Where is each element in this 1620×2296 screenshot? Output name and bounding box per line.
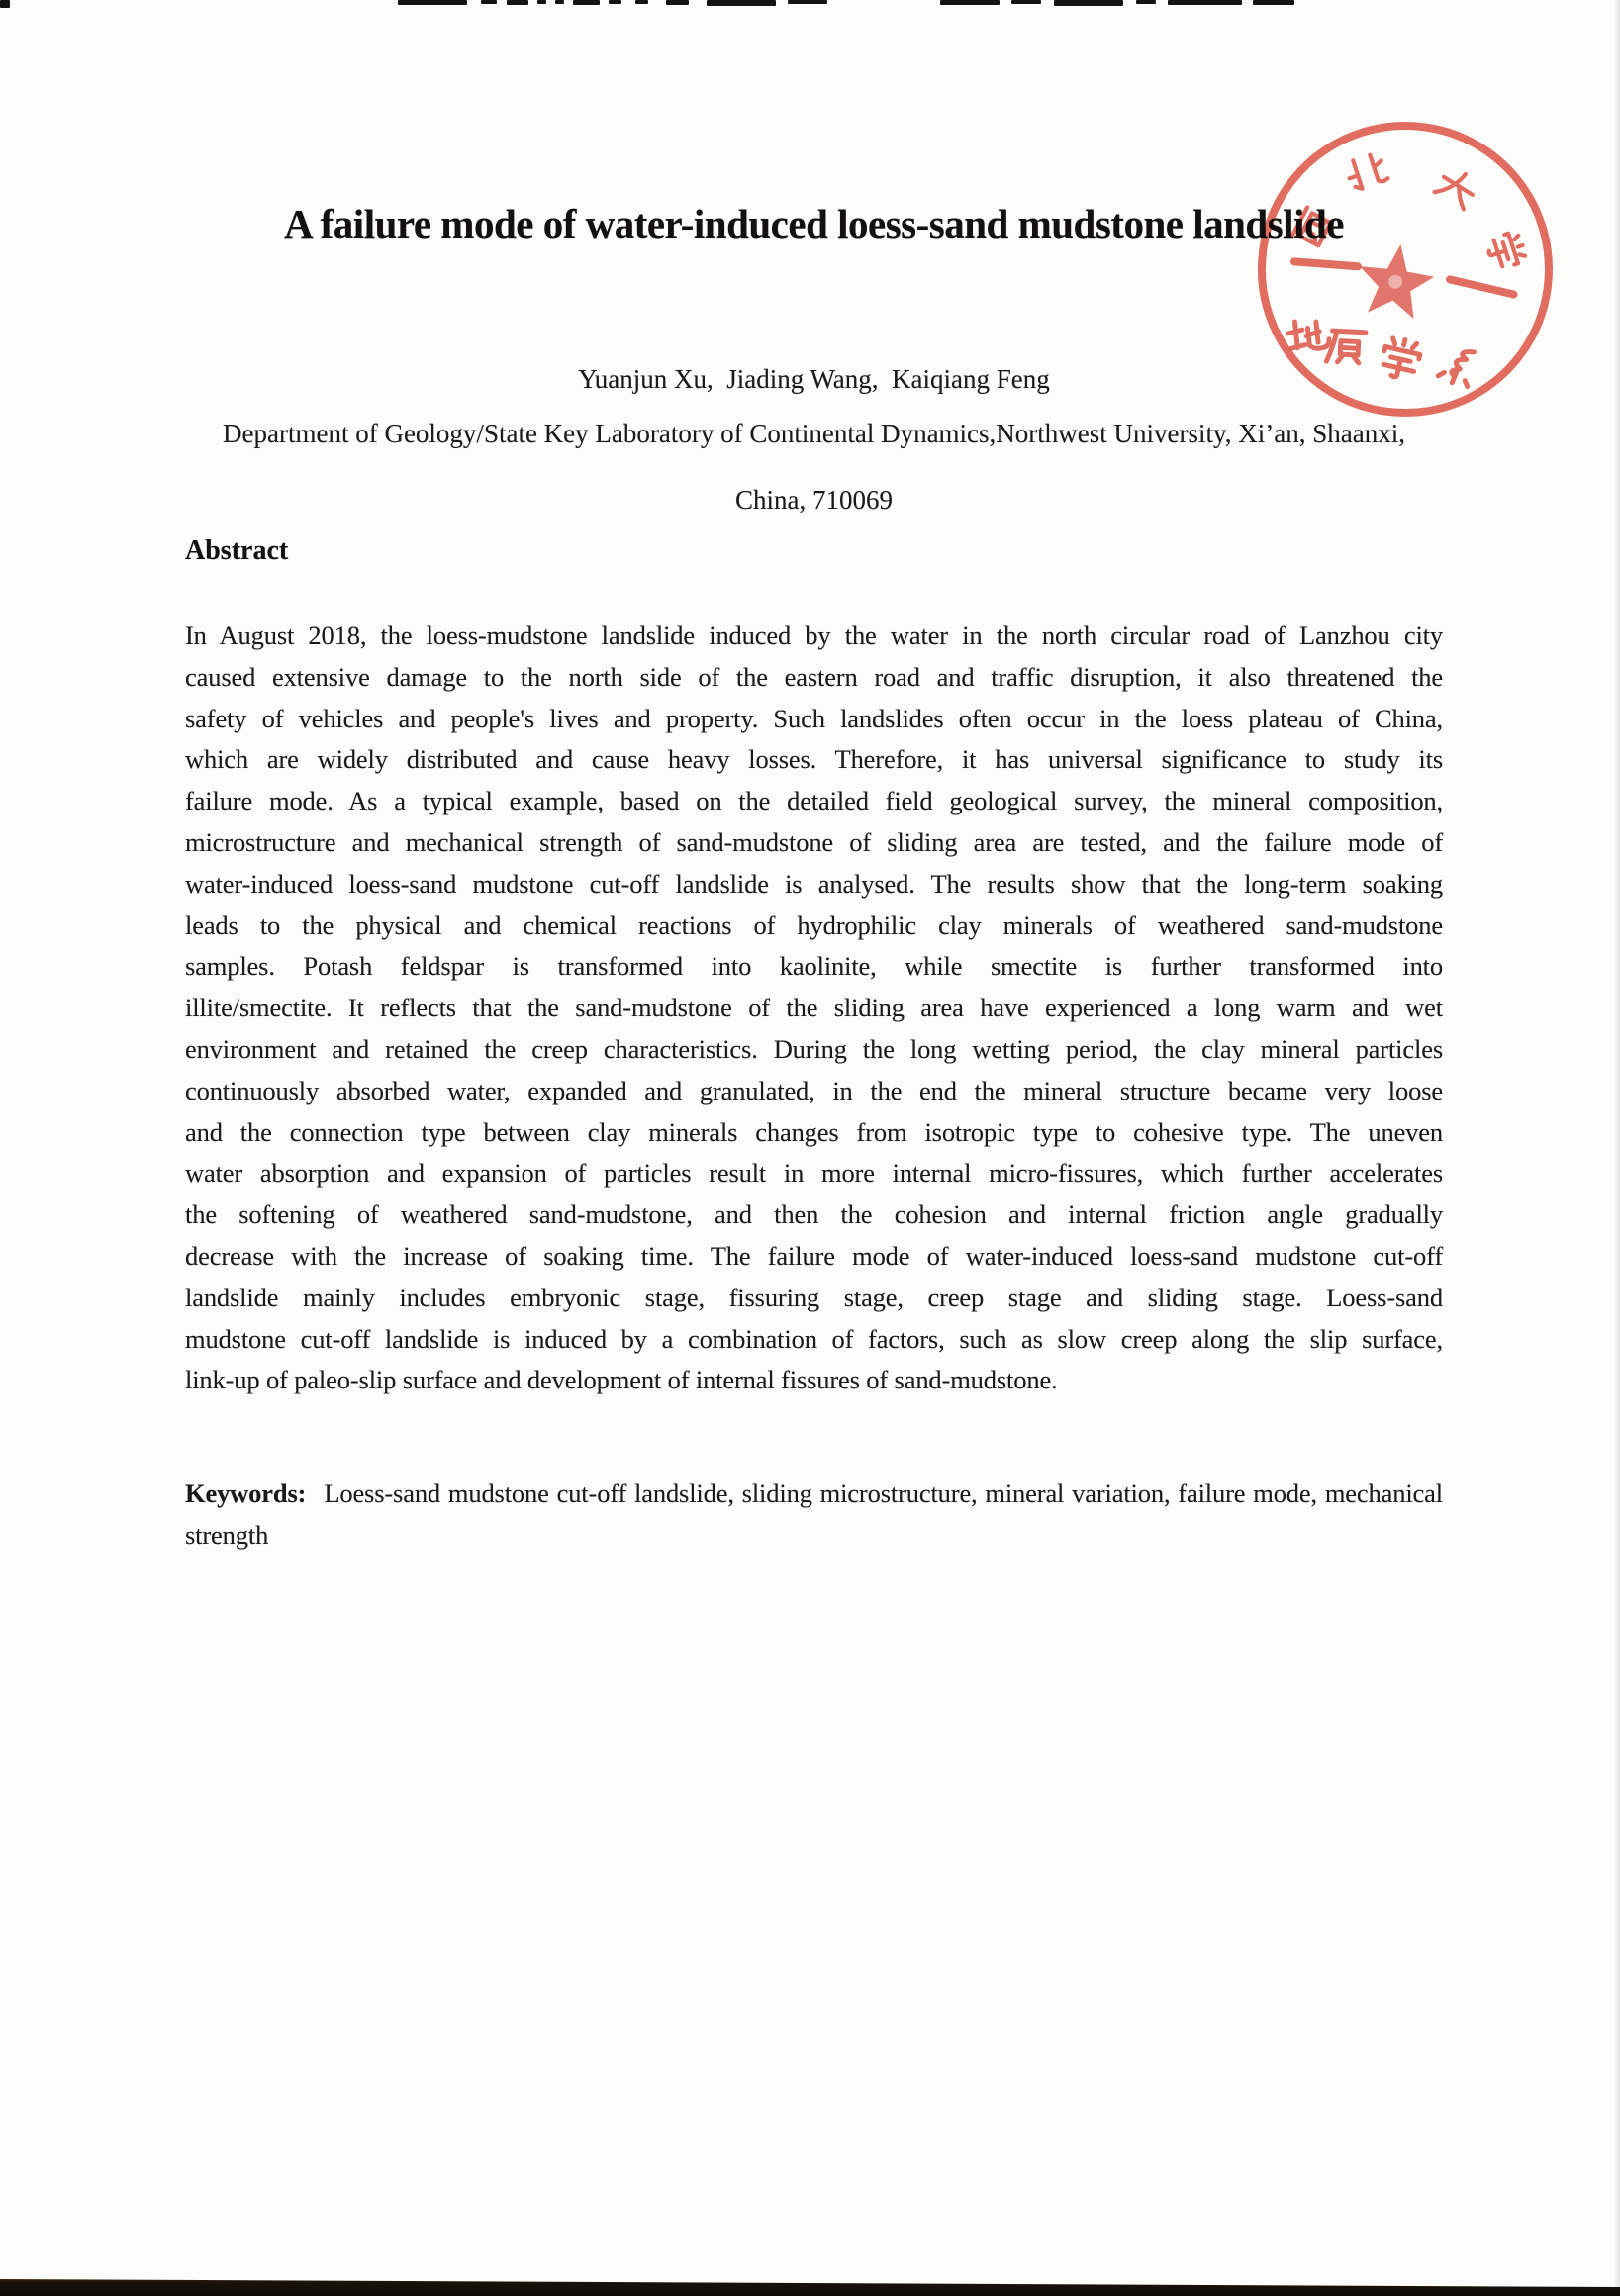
abstract-line: microstructure and mechanical strength of sand-mudstone of sliding area are tested, and the failure mode of bbox=[185, 826, 1443, 857]
abstract-line: caused extensive damage to the north side of the eastern road and traffic disruption, it also threatened the bbox=[185, 661, 1443, 692]
abstract-line: environment and retained the creep characteristics. During the long wetting period, the clay mineral particles bbox=[185, 1033, 1443, 1064]
abstract-line: which are widely distributed and cause heavy losses. Therefore, it has universal significance to study its bbox=[185, 744, 1443, 775]
abstract-line: water absorption and expansion of particles result in more internal micro-fissures, which further accelerates bbox=[185, 1158, 1443, 1189]
keywords-text: Loess-sand mudstone cut-off landslide, sliding microstructure, mineral variation, failure mode, mechanical strength bbox=[185, 1479, 1443, 1550]
keywords-label: Keywords: bbox=[185, 1479, 307, 1508]
abstract-line: mudstone cut-off landslide is induced by a combination of factors, such as slow creep along the slip surface, bbox=[185, 1323, 1443, 1354]
abstract-line: In August 2018, the loess-mudstone landslide induced by the water in the north circular road of Lanzhou city bbox=[185, 621, 1443, 650]
abstract-line: decrease with the increase of soaking time. The failure mode of water-induced loess-sand mudstone cut-off bbox=[185, 1240, 1443, 1271]
abstract-line: link-up of paleo-slip surface and development of internal fissures of sand-mudstone. bbox=[185, 1365, 1058, 1395]
stamp-left-dash bbox=[1294, 257, 1358, 270]
star-icon bbox=[1354, 239, 1438, 321]
abstract-paragraph bbox=[185, 616, 1443, 1401]
abstract-line: continuously absorbed water, expanded and granulated, in the end the mineral structure became very loose bbox=[185, 1075, 1443, 1105]
abstract-line: the softening of weathered sand-mudstone, and then the cohesion and internal friction angle gradually bbox=[185, 1199, 1443, 1230]
abstract-heading: Abstract bbox=[185, 535, 289, 566]
abstract-line: failure mode. As a typical example, based on the detailed field geological survey, the mineral composition, bbox=[185, 786, 1443, 816]
scan-edge-artifact-top bbox=[0, 0, 1620, 10]
university-seal-stamp bbox=[1249, 113, 1562, 426]
affiliation-line-1: Department of Geology/State Key Laboratory of Continental Dynamics,Northwest University, Xi’an, Shaanxi, bbox=[223, 419, 1405, 448]
abstract-line: leads to the physical and chemical reactions of hydrophilic clay minerals of weathered sand-mudstone bbox=[185, 909, 1443, 940]
scan-edge-artifact-right bbox=[1614, 0, 1620, 2296]
abstract-line: samples. Potash feldspar is transformed into kaolinite, while smectite is further transformed into bbox=[185, 951, 1443, 982]
abstract-line: landslide mainly includes embryonic stage, fissuring stage, creep stage and sliding stage. Loess-sand bbox=[185, 1282, 1443, 1312]
keywords-paragraph bbox=[185, 1474, 1443, 1557]
abstract-line: water-induced loess-sand mudstone cut-off landslide is analysed. The results show that the long-term soaking bbox=[185, 868, 1443, 899]
abstract-line: illite/smectite. It reflects that the sand-mudstone of the sliding area have experienced a long warm and wet bbox=[185, 993, 1443, 1023]
authors-line: Yuanjun Xu, Jiading Wang, Kaiqiang Feng bbox=[578, 364, 1050, 394]
affiliation-line-2: China, 710069 bbox=[735, 485, 893, 515]
paper-title: A failure mode of water-induced loess-sand mudstone landslide bbox=[284, 201, 1344, 246]
scan-edge-artifact-bottom bbox=[0, 2276, 1620, 2296]
abstract-line: and the connection type between clay minerals changes from isotropic type to cohesive type. The uneven bbox=[185, 1116, 1443, 1147]
stamp-right-dash bbox=[1449, 279, 1514, 294]
abstract-line: safety of vehicles and people's lives and property. Such landslides often occur in the loess plateau of China, bbox=[185, 703, 1443, 733]
